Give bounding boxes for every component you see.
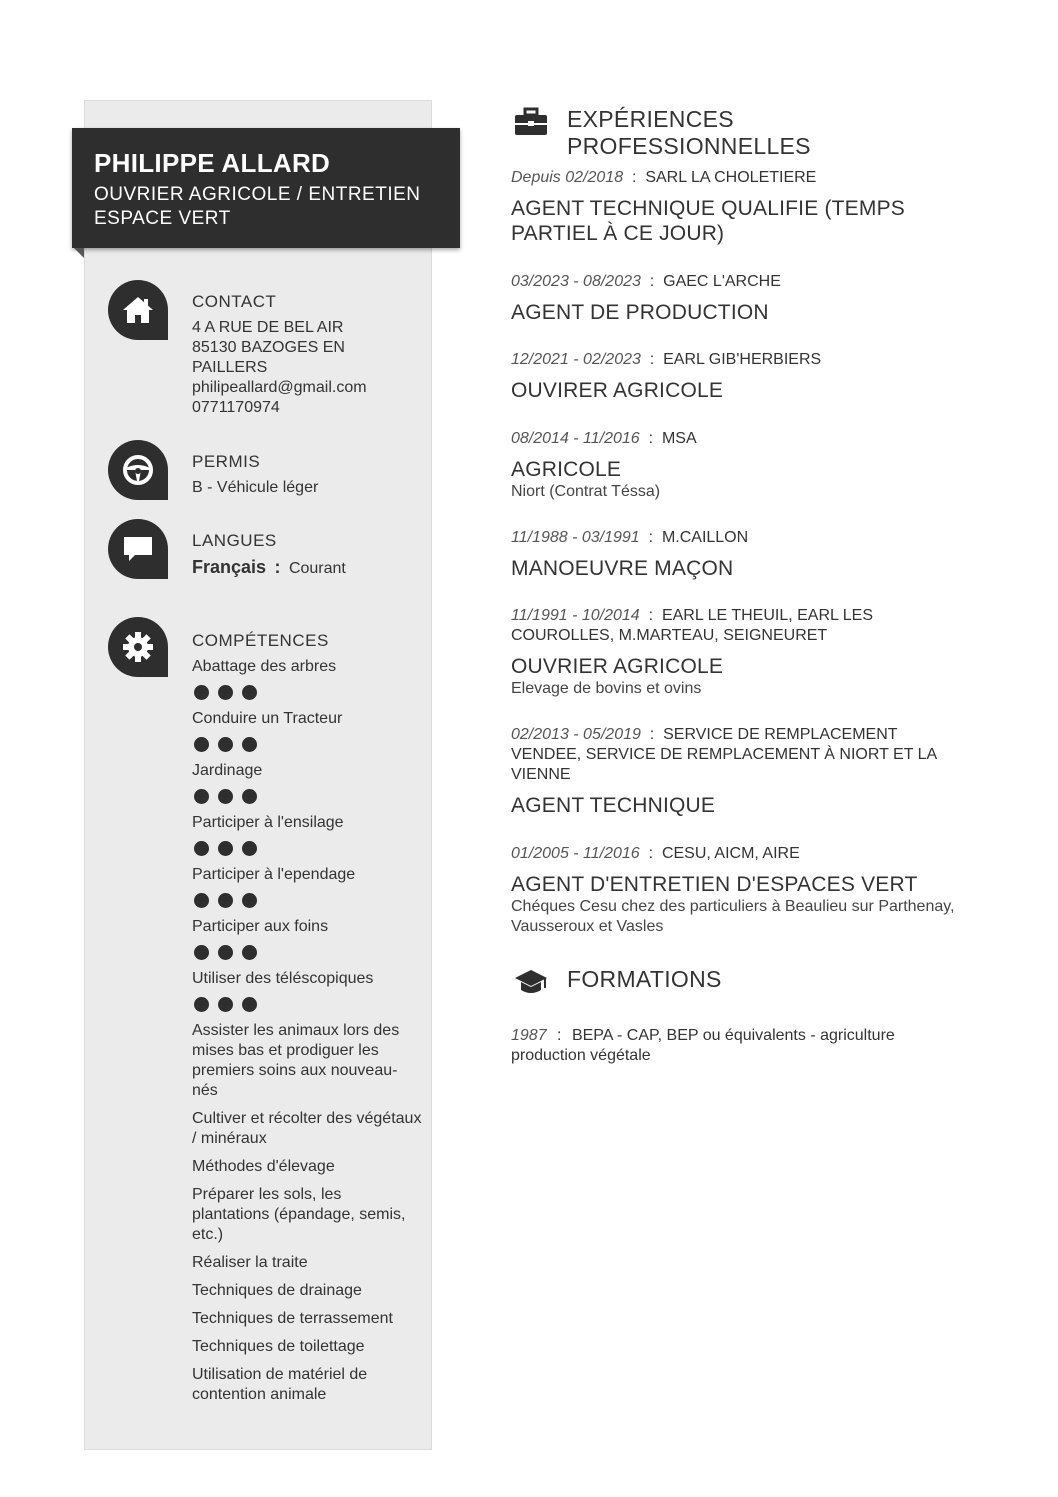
experience-title: AGENT DE PRODUCTION: [511, 301, 769, 324]
contact-email[interactable]: philipeallard@gmail.com: [192, 379, 367, 396]
briefcase-icon: [511, 104, 551, 140]
experience-company: CESU, AICM, AIRE: [661, 845, 800, 862]
experience-item: [511, 350, 971, 403]
experience-separator: :: [640, 351, 664, 368]
plain-skills-list: [192, 1021, 422, 1405]
job-title: [94, 183, 438, 231]
rating-dot: [194, 737, 209, 752]
experience-separator: :: [639, 607, 662, 624]
experience-company: EARL GIB'HERBIERS: [663, 351, 822, 368]
skill-item: Méthodes d'élevage: [192, 1158, 335, 1175]
steering-wheel-icon: [108, 440, 168, 500]
skill-item: Assister les animaux lors des mises bas et prodiguer les premiers soins aux nouveau-nés: [192, 1022, 400, 1099]
permis-value: B - Véhicule léger: [192, 479, 319, 496]
experience-company: EARL LE THEUIL, EARL LES COUROLLES, M.MARTEAU, SEIGNEURET: [511, 607, 873, 644]
rating-dot: [242, 737, 257, 752]
language-level: Courant: [288, 560, 346, 577]
experience-title: AGENT D'ENTRETIEN D'ESPACES VERT: [511, 873, 918, 896]
skill-rating: [194, 997, 422, 1013]
experience-description: Elevage de bovins et ovins: [511, 680, 702, 697]
name-banner: [72, 128, 460, 248]
experience-dates: 11/1988 - 03/1991: [511, 529, 640, 546]
experience-title: AGENT TECHNIQUE QUALIFIE (TEMPS PARTIEL À CE JOUR): [511, 197, 905, 245]
graduation-cap-icon: [511, 964, 551, 1000]
experience-meta: [511, 272, 971, 292]
permis-title: PERMIS: [192, 452, 261, 471]
contact-title: CONTACT: [192, 292, 277, 311]
skill-rating: [194, 945, 422, 961]
experience-meta: [511, 168, 971, 188]
rating-dot: [242, 685, 257, 700]
rating-dot: [218, 945, 233, 960]
experience-dates: Depuis 02/2018: [511, 169, 624, 186]
skill-item: Utilisation de matériel de contention animale: [192, 1366, 368, 1403]
competences-body: [192, 631, 422, 1413]
rating-dot: [194, 841, 209, 856]
contact-address-line1: 4 A RUE DE BEL AIR: [192, 319, 344, 336]
skill-rating: [194, 737, 422, 753]
skill-label: Conduire un Tracteur: [192, 710, 343, 727]
gear-icon: [108, 617, 168, 677]
experience-item: [511, 606, 971, 699]
experience-company: SERVICE DE REMPLACEMENT VENDEE, SERVICE DE REMPLACEMENT À NIORT ET LA VIENNE: [511, 726, 937, 783]
rating-dot: [194, 997, 209, 1012]
skill-label: Jardinage: [192, 762, 263, 779]
experience-meta: [511, 429, 971, 449]
permis-body: [192, 452, 422, 498]
experience-item: [511, 429, 971, 502]
experience-description: Chéques Cesu chez des particuliers à Beaulieu sur Parthenay, Vausseroux et Vasles: [511, 898, 955, 935]
skill-item: Techniques de terrassement: [192, 1310, 393, 1327]
language-name: Français: [192, 557, 267, 577]
experience-separator: :: [639, 529, 662, 546]
skill-label: Utiliser des téléscopiques: [192, 970, 374, 987]
rated-skills-list: [192, 657, 422, 1013]
rating-dot: [242, 997, 257, 1012]
experiences-title: EXPÉRIENCES PROFESSIONNELLES: [567, 106, 811, 159]
rating-dot: [218, 685, 233, 700]
experience-company: M.CAILLON: [661, 529, 749, 546]
experience-item: [511, 725, 971, 818]
rating-dot: [242, 841, 257, 856]
contact-address-line3: PAILLERS: [192, 359, 268, 376]
rating-dot: [194, 685, 209, 700]
rating-dot: [218, 893, 233, 908]
formations-list: [511, 1026, 971, 1066]
experience-dates: 02/2013 - 05/2019: [511, 726, 641, 743]
experience-separator: :: [639, 430, 662, 447]
langues-body: [192, 531, 422, 579]
formation-item: [511, 1026, 971, 1066]
skill-item: Techniques de toilettage: [192, 1338, 365, 1355]
experience-meta: [511, 725, 971, 785]
experience-separator: :: [623, 169, 646, 186]
chat-icon: [108, 519, 168, 579]
language-separator: :: [274, 557, 281, 577]
experience-meta: [511, 350, 971, 370]
language-row: [192, 557, 422, 579]
experience-dates: 08/2014 - 11/2016: [511, 430, 640, 447]
rating-dot: [218, 997, 233, 1012]
rating-dot: [218, 789, 233, 804]
job-title-line1: OUVRIER AGRICOLE / ENTRETIEN: [94, 184, 421, 205]
langues-title: LANGUES: [192, 531, 277, 550]
formations-header: [511, 960, 971, 1004]
skill-rating: [194, 841, 422, 857]
experience-dates: 12/2021 - 02/2023: [511, 351, 641, 368]
experience-title: MANOEUVRE MAÇON: [511, 557, 734, 580]
experience-meta: [511, 844, 971, 864]
rating-dot: [194, 893, 209, 908]
competences-title: COMPÉTENCES: [192, 631, 329, 650]
experience-dates: 03/2023 - 08/2023: [511, 273, 641, 290]
skill-item: Réaliser la traite: [192, 1254, 308, 1271]
experience-item: [511, 168, 971, 246]
experience-title: OUVIRER AGRICOLE: [511, 379, 724, 402]
experience-meta: [511, 606, 971, 646]
contact-body: [192, 292, 422, 418]
contact-address-line2: 85130 BAZOGES EN: [192, 339, 345, 356]
contact-phone[interactable]: 0771170974: [192, 399, 280, 416]
experience-separator: :: [640, 726, 664, 743]
skill-label: Participer aux foins: [192, 918, 329, 935]
rating-dot: [194, 789, 209, 804]
rating-dot: [218, 737, 233, 752]
skill-label: Participer à l'ependage: [192, 866, 356, 883]
experience-title: AGRICOLE: [511, 458, 622, 481]
experience-title: OUVRIER AGRICOLE: [511, 655, 724, 678]
rating-dot: [218, 841, 233, 856]
experience-meta: [511, 528, 971, 548]
skill-rating: [194, 893, 422, 909]
rating-dot: [242, 893, 257, 908]
experience-item: [511, 272, 971, 325]
experience-title: AGENT TECHNIQUE: [511, 794, 716, 817]
skill-label: Participer à l'ensilage: [192, 814, 344, 831]
experience-separator: :: [640, 273, 664, 290]
experience-company: SARL LA CHOLETIERE: [645, 169, 817, 186]
experience-separator: :: [639, 845, 662, 862]
experience-dates: 01/2005 - 11/2016: [511, 845, 640, 862]
experiences-header: [511, 100, 971, 159]
skill-item: Préparer les sols, les plantations (épandage, semis, etc.): [192, 1186, 406, 1243]
experience-item: [511, 844, 971, 937]
formation-text: BEPA - CAP, BEP ou équivalents - agriculture production végétale: [511, 1027, 895, 1064]
skill-rating: [194, 789, 422, 805]
rating-dot: [242, 945, 257, 960]
experience-dates: 11/1991 - 10/2014: [511, 607, 640, 624]
skill-label: Abattage des arbres: [192, 658, 337, 675]
experience-item: [511, 528, 971, 581]
home-icon: [108, 280, 168, 340]
rating-dot: [194, 945, 209, 960]
experience-description: Niort (Contrat Téssa): [511, 483, 661, 500]
candidate-name: PHILIPPE ALLARD: [94, 148, 331, 178]
job-title-line2: ESPACE VERT: [94, 208, 231, 229]
skill-item: Cultiver et récolter des végétaux / minéraux: [192, 1110, 422, 1147]
experience-company: GAEC L'ARCHE: [663, 273, 781, 290]
formations-title: FORMATIONS: [567, 966, 722, 992]
skill-item: Techniques de drainage: [192, 1282, 362, 1299]
formation-separator: :: [557, 1027, 562, 1044]
formation-year: 1987: [511, 1027, 547, 1044]
experience-company: MSA: [661, 430, 697, 447]
rating-dot: [242, 789, 257, 804]
banner-fold: [74, 248, 84, 258]
skill-rating: [194, 685, 422, 701]
